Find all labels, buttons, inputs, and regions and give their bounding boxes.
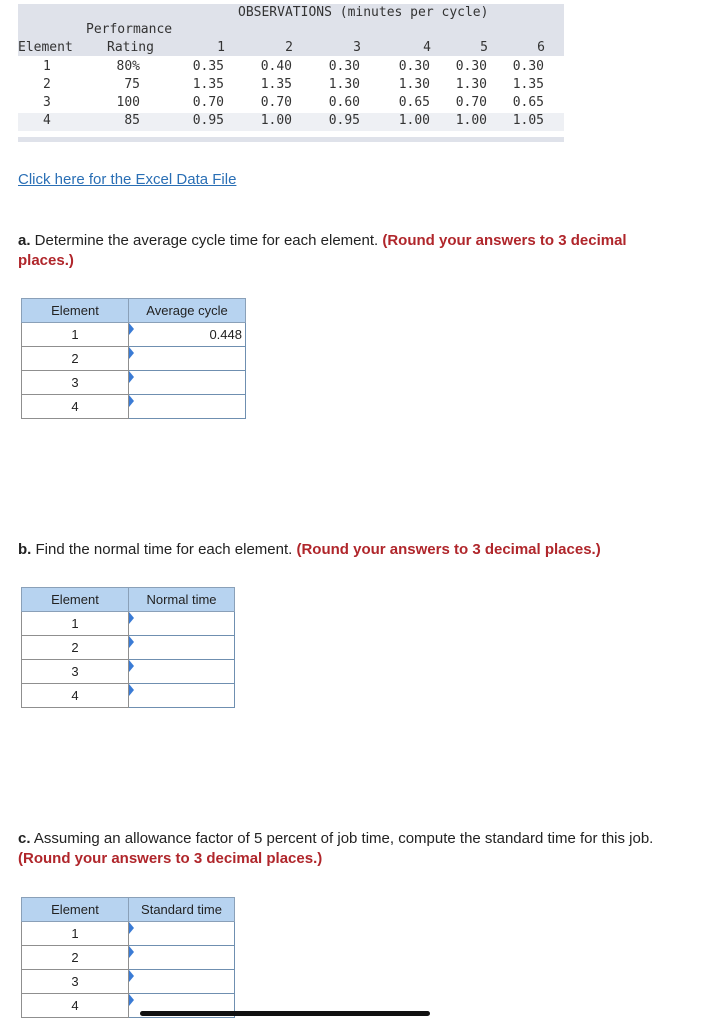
normal-time-input-2[interactable] <box>129 636 235 660</box>
observation-value-cell: 1.35 <box>260 77 292 92</box>
element-cell: 2 <box>22 636 129 660</box>
observation-value-cell: 0.30 <box>512 59 544 74</box>
question-b <box>18 540 708 560</box>
average-cycle-input-3[interactable] <box>129 371 246 395</box>
observation-column-header: 4 <box>423 40 431 55</box>
average-cycle-input-4[interactable] <box>129 395 246 419</box>
element-cell: 4 <box>22 395 129 419</box>
question-c-text: Assuming an allowance factor of 5 percent of job time, compute the standard time for this job. <box>30 830 654 847</box>
observation-rating-cell: 85 <box>124 113 140 128</box>
table-row <box>22 946 235 970</box>
table-row <box>22 347 246 371</box>
observation-value-cell: 1.00 <box>455 113 487 128</box>
observation-value-cell: 0.70 <box>192 95 224 110</box>
observation-column-header: 2 <box>285 40 293 55</box>
standard-time-table <box>21 897 235 1018</box>
table-row <box>22 970 235 994</box>
observation-column-header: 6 <box>537 40 545 55</box>
question-c-instruction: (Round your answers to 3 decimal places.) <box>18 850 323 867</box>
observation-value-cell: 0.65 <box>398 95 430 110</box>
observation-element-cell: 3 <box>43 95 51 110</box>
observation-element-cell: 1 <box>43 59 51 74</box>
observation-value-cell: 0.35 <box>192 59 224 74</box>
col-normal-time-header: Normal time <box>129 588 235 612</box>
element-cell: 1 <box>22 612 129 636</box>
normal-time-table <box>21 587 235 708</box>
question-a <box>18 231 658 271</box>
normal-time-input-3[interactable] <box>129 660 235 684</box>
question-c-label: c. <box>18 830 31 847</box>
observation-rating-cell: 80% <box>116 59 140 74</box>
observation-value-cell: 0.95 <box>328 113 360 128</box>
observation-value-cell: 0.60 <box>328 95 360 110</box>
element-cell: 3 <box>22 660 129 684</box>
observation-value-cell: 0.95 <box>192 113 224 128</box>
col-element-header: Element <box>22 588 129 612</box>
average-cycle-table <box>21 298 246 419</box>
question-a-label: a. <box>18 232 31 249</box>
standard-time-input-3[interactable] <box>129 970 235 994</box>
element-cell: 1 <box>22 323 129 347</box>
home-indicator[interactable] <box>140 1011 430 1016</box>
col-element-header: Element <box>22 299 129 323</box>
excel-data-link[interactable]: Click here for the Excel Data File <box>18 171 237 188</box>
perf-header-bottom: Rating <box>107 40 154 55</box>
observation-value-cell: 0.30 <box>455 59 487 74</box>
question-b-label: b. <box>18 541 32 558</box>
element-cell: 2 <box>22 946 129 970</box>
table-row <box>22 684 235 708</box>
normal-time-input-4[interactable] <box>129 684 235 708</box>
average-cycle-input-1[interactable]: 0.448 <box>129 323 246 347</box>
element-cell: 3 <box>22 970 129 994</box>
observation-value-cell: 1.30 <box>398 77 430 92</box>
standard-time-input-2[interactable] <box>129 946 235 970</box>
observations-bottom-rule <box>18 137 564 142</box>
observation-value-cell: 0.70 <box>260 95 292 110</box>
normal-time-input-1[interactable] <box>129 612 235 636</box>
observation-value-cell: 0.70 <box>455 95 487 110</box>
element-cell: 1 <box>22 922 129 946</box>
col-average-cycle-header: Average cycle <box>129 299 246 323</box>
observation-value-cell: 1.05 <box>512 113 544 128</box>
observation-value-cell: 1.35 <box>192 77 224 92</box>
observation-value-cell: 0.30 <box>328 59 360 74</box>
observation-value-cell: 1.00 <box>398 113 430 128</box>
observation-value-cell: 1.30 <box>328 77 360 92</box>
question-a-instruction: (Round your answers to 3 decimal places.) <box>18 232 627 269</box>
table-row <box>22 660 235 684</box>
observation-value-cell: 1.35 <box>512 77 544 92</box>
observation-value-cell: 0.40 <box>260 59 292 74</box>
standard-time-input-1[interactable] <box>129 922 235 946</box>
observation-value-cell: 1.00 <box>260 113 292 128</box>
observation-value-cell: 1.30 <box>455 77 487 92</box>
table-row <box>22 922 235 946</box>
observation-rating-cell: 75 <box>124 77 140 92</box>
table-row <box>22 323 246 347</box>
col-standard-time-header: Standard time <box>129 898 235 922</box>
question-b-instruction: (Round your answers to 3 decimal places.) <box>296 541 601 558</box>
perf-header-top: Performance <box>86 22 173 37</box>
observations-title: OBSERVATIONS (minutes per cycle) <box>238 5 489 20</box>
observation-value-cell: 0.30 <box>398 59 430 74</box>
observation-rating-cell: 100 <box>116 95 140 110</box>
element-cell: 4 <box>22 994 129 1018</box>
average-cycle-input-2[interactable] <box>129 347 246 371</box>
col-element-header: Element <box>22 898 129 922</box>
question-c <box>18 829 678 869</box>
observation-column-header: 5 <box>480 40 488 55</box>
element-cell: 3 <box>22 371 129 395</box>
element-header: Element <box>18 40 73 55</box>
table-row <box>22 395 246 419</box>
table-row <box>22 371 246 395</box>
table-row <box>22 612 235 636</box>
observation-element-cell: 2 <box>43 77 51 92</box>
element-cell: 4 <box>22 684 129 708</box>
table-row <box>22 636 235 660</box>
question-a-text: Determine the average cycle time for each element. <box>30 232 383 249</box>
observation-value-cell: 0.65 <box>512 95 544 110</box>
element-cell: 2 <box>22 347 129 371</box>
question-b-text: Find the normal time for each element. <box>31 541 297 558</box>
observation-element-cell: 4 <box>43 113 51 128</box>
observation-column-header: 3 <box>353 40 361 55</box>
observation-column-header: 1 <box>217 40 225 55</box>
